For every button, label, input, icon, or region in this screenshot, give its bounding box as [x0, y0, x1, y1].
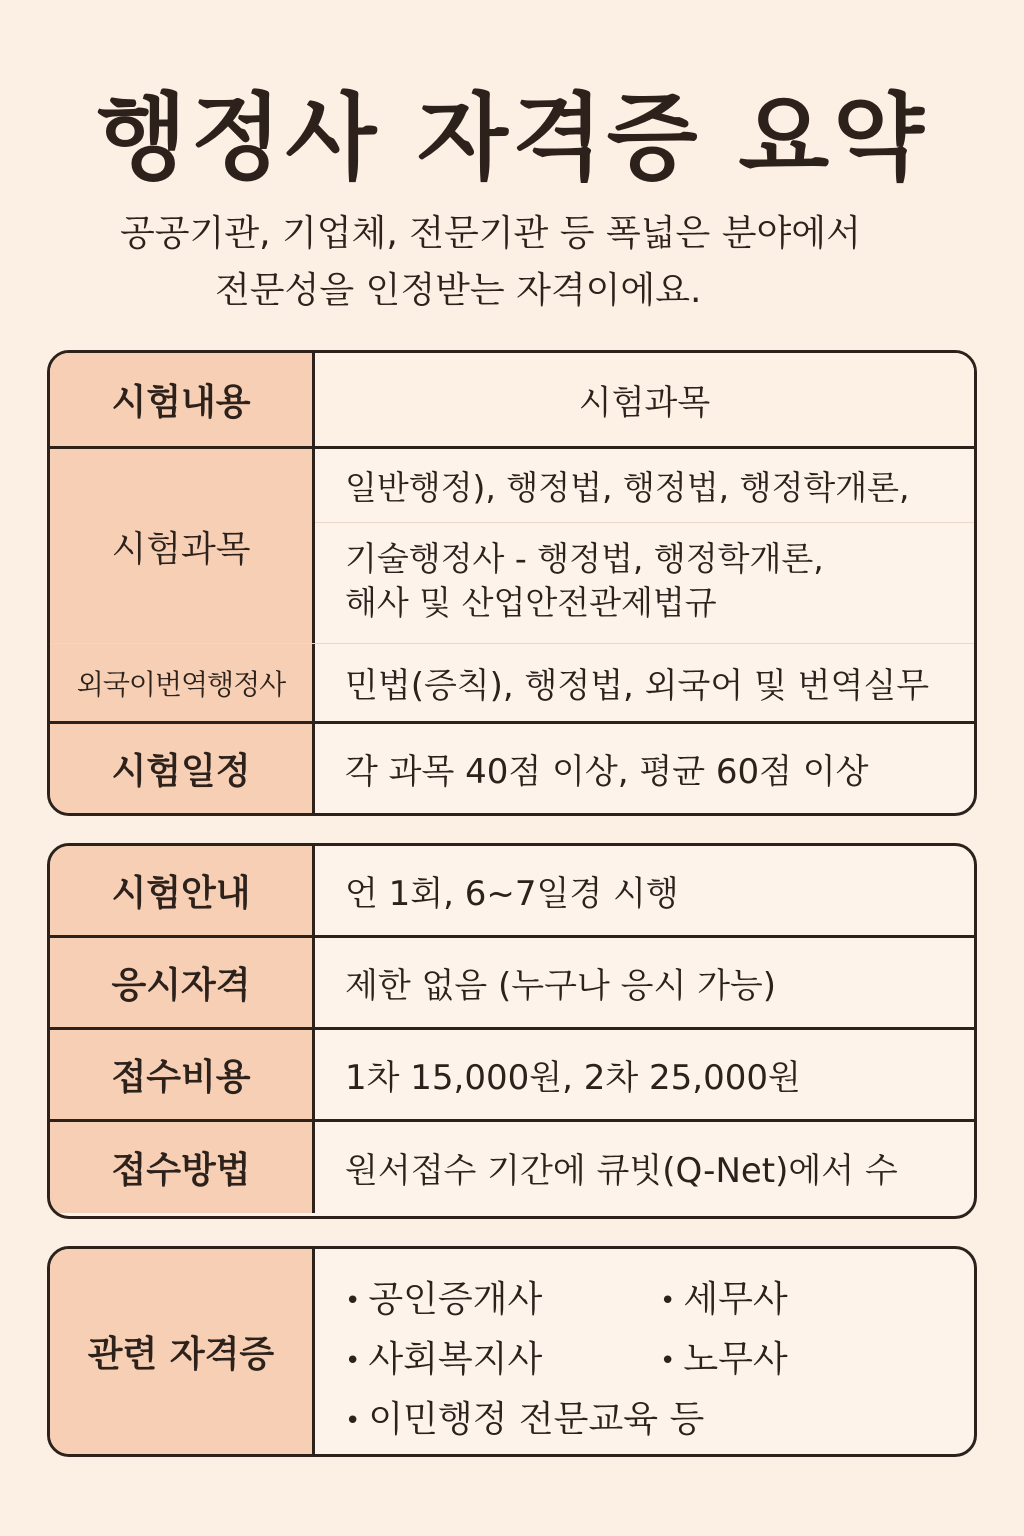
exam-header-label: 시험내용 — [50, 353, 315, 446]
info-label: 접수비용 — [50, 1030, 315, 1119]
subtitle-line-1: 공공기관, 기업체, 전문기관 등 폭넓은 분야에서 — [120, 213, 861, 254]
related-list — [315, 1249, 974, 1454]
list-item: • 노무사 — [660, 1339, 788, 1380]
list-item: • 이민행정 전문교육 등 — [345, 1399, 705, 1440]
subjects-general: 일반행정), 행정법, 행정법, 행정학개론, — [315, 449, 974, 523]
bullet-icon: • — [345, 1286, 361, 1316]
info-row — [50, 1030, 974, 1122]
info-value: 제한 없음 (누구나 응시 가능) — [345, 966, 777, 1006]
info-value: 언 1회, 6~7일경 시행 — [345, 874, 679, 914]
schedule-value: 각 과목 40점 이상, 평균 60점 이상 — [345, 752, 869, 792]
list-item: • 세무사 — [660, 1279, 788, 1320]
schedule-row — [50, 724, 974, 813]
info-label: 접수방법 — [50, 1122, 315, 1213]
related-label: 관련 자격증 — [50, 1249, 315, 1454]
exam-info-card — [47, 843, 977, 1219]
bullet-icon: • — [345, 1406, 361, 1436]
related-row — [50, 1249, 974, 1454]
related-cert-card — [47, 1246, 977, 1457]
bullet-icon: • — [660, 1286, 676, 1316]
subjects-technical-line-2: 해사 및 산업안전관제법규 — [345, 583, 717, 622]
info-value: 1차 15,000원, 2차 25,000원 — [345, 1058, 801, 1098]
page-title: 행정사 자격증 요약 — [96, 84, 928, 193]
list-item: • 사회복지사 — [345, 1339, 543, 1380]
subtitle-line-2: 전문성을 인정받는 자격이에요. — [215, 270, 702, 311]
list-item: • 공인증개사 — [345, 1279, 543, 1320]
exam-subjects-label: 시험과목 — [50, 449, 315, 643]
translation-row — [50, 644, 974, 724]
schedule-label: 시험일정 — [50, 724, 315, 813]
exam-header-row — [50, 353, 974, 449]
bullet-icon: • — [660, 1346, 676, 1376]
subjects-technical-line-1: 기술행정사 - 행정법, 행정학개론, — [345, 539, 824, 578]
exam-subjects-value — [315, 449, 974, 643]
info-label: 응시자격 — [50, 938, 315, 1027]
info-label: 시험안내 — [50, 846, 315, 935]
info-row — [50, 1122, 974, 1213]
exam-content-card — [47, 350, 977, 816]
info-row — [50, 938, 974, 1030]
info-row — [50, 846, 974, 938]
translation-value: 민법(증칙), 행정법, 외국어 및 번역실무 — [345, 666, 930, 706]
translation-label: 외국이번역행정사 — [50, 644, 315, 721]
info-value: 원서접수 기간에 큐빗(Q-Net)에서 수 — [345, 1151, 898, 1191]
subjects-technical — [315, 523, 974, 643]
exam-subjects-row — [50, 449, 974, 644]
exam-header-value: 시험과목 — [315, 353, 974, 446]
bullet-icon: • — [345, 1346, 361, 1376]
